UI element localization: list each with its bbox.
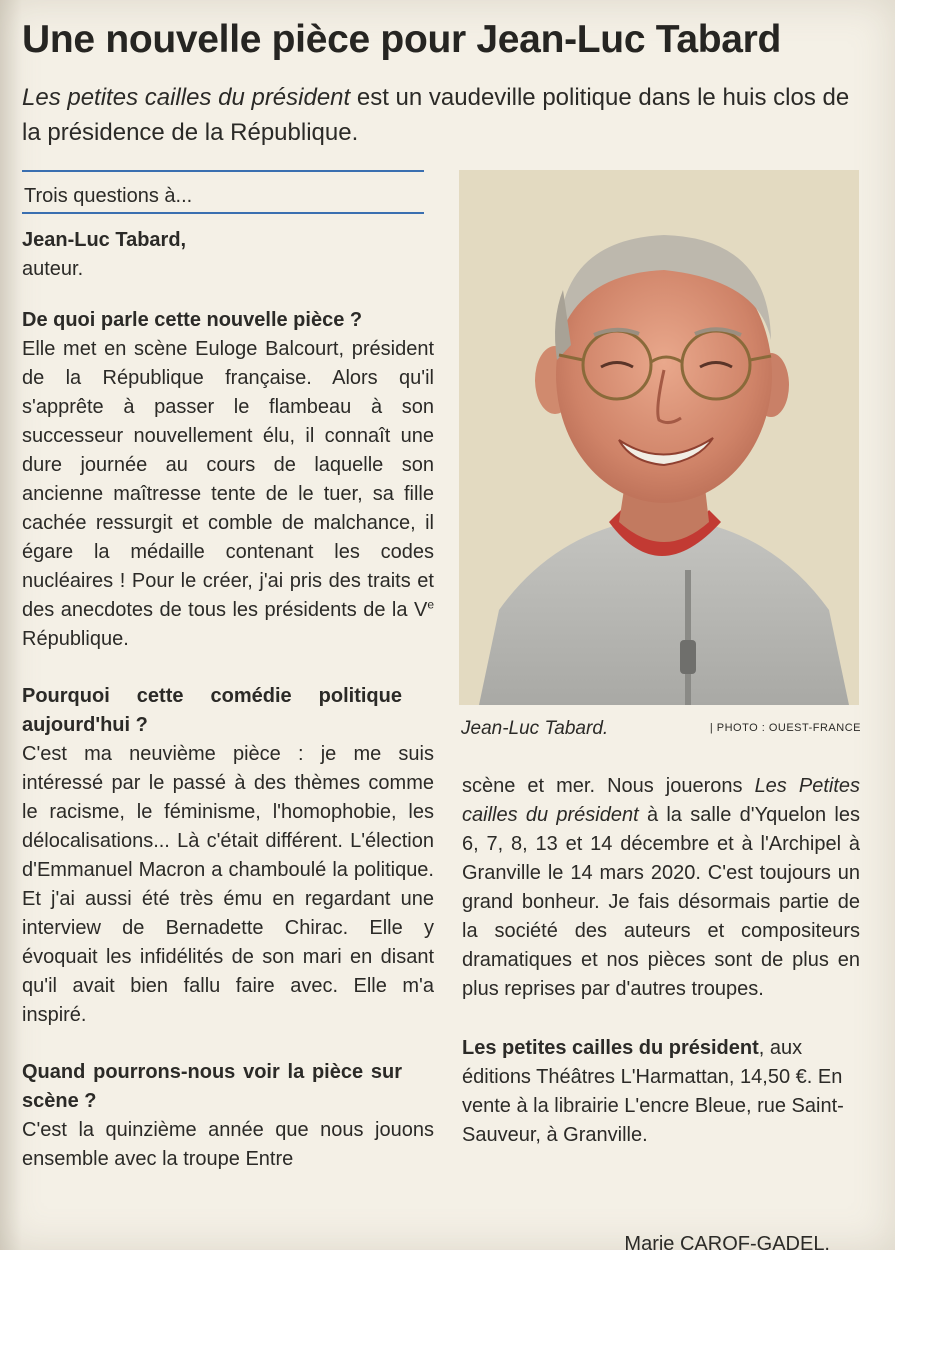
author-photo	[459, 170, 859, 705]
book-info	[462, 1034, 860, 1150]
photo-caption	[459, 716, 861, 742]
answer-1-superscript: e	[427, 597, 434, 612]
rubric-label: Trois questions à...	[24, 185, 193, 207]
lede-text: est un vaudeville politique dans le huis clos de la présidence de la République.	[22, 84, 850, 146]
question-1: De quoi parle cette nouvelle pièce ?	[22, 309, 363, 331]
answer-3-text-end: à la salle d'Yquelon les 6, 7, 8, 13 et 14 décembre et à l'Archipel à Granville le 14 mars 2020. C'est toujours un grand bonheur. Je fais désormais partie de la société des auteurs et compositeurs dramatiques et nos pièces sont de plus en plus reprises par d'autres troupes.	[462, 804, 860, 1000]
answer-2: C'est ma neuvième pièce : je me suis intéressé par le passé à des thèmes comme le racisme, le féminisme, l'homophobie, les délocalisations... Là c'était différent. L'élection d'Emmanuel Macron a chamboulé la politique. Et j'ai aussi été très ému en regardant une interview de Bernadette Chirac. Elle y évoquait les infidélités de son mari en disant qu'il avait bien fallu faire avec. Elle m'a inspiré.	[22, 743, 434, 1026]
book-details: , aux éditions Théâtres L'Harmattan, 14,50 €. En vente à la librairie L'encre Bleue, rue Saint-Sauveur, à Granville.	[462, 1037, 844, 1146]
answer-1-end: République.	[22, 628, 129, 650]
answer-3-start: C'est la quinzième année que nous jouons ensemble avec la troupe Entre	[22, 1119, 434, 1170]
interviewee-name: Jean-Luc Tabard,	[22, 229, 187, 251]
headline: Une nouvelle pièce pour Jean-Luc Tabard	[22, 18, 782, 61]
answer-1	[22, 335, 434, 654]
book-title: Les petites cailles du président	[462, 1037, 759, 1059]
answer-1-text: Elle met en scène Euloge Balcourt, président de la République française. Alors qu'il s'apprête à passer le flambeau à son successeur nouvellement élu, il connaît une dure journée au cours de laquelle son ancienne maîtresse tente de le tuer, sa fille cachée ressurgit et comble de malchance, il égare la médaille contenant les codes nucléaires ! Pour le créer, j'ai pris des traits et des anecdotes de tous les présidents de la V	[22, 338, 434, 621]
interviewee-role: auteur.	[22, 258, 84, 280]
photo-credit: | PHOTO : OUEST-FRANCE	[709, 722, 861, 734]
right-column	[462, 772, 860, 1150]
paper-edge-shadow	[0, 0, 22, 1250]
answer-3-text: scène et mer. Nous jouerons	[462, 775, 755, 797]
question-2: Pourquoi cette comédie politique aujourd'hui ?	[22, 685, 402, 736]
question-3: Quand pourrons-nous voir la pièce sur scène ?	[22, 1061, 402, 1112]
answer-3-play-title: Les Petites cailles du président	[462, 775, 860, 826]
caption-name: Jean-Luc Tabard.	[461, 718, 609, 739]
byline: Marie CAROF-GADEL.	[624, 1233, 830, 1255]
lede-play-title: Les petites cailles du président	[22, 84, 351, 111]
rubric-box	[22, 170, 424, 214]
left-column	[22, 226, 434, 1174]
answer-3-continued	[462, 772, 860, 1004]
lede	[22, 80, 872, 150]
portrait-illustration	[459, 170, 859, 705]
